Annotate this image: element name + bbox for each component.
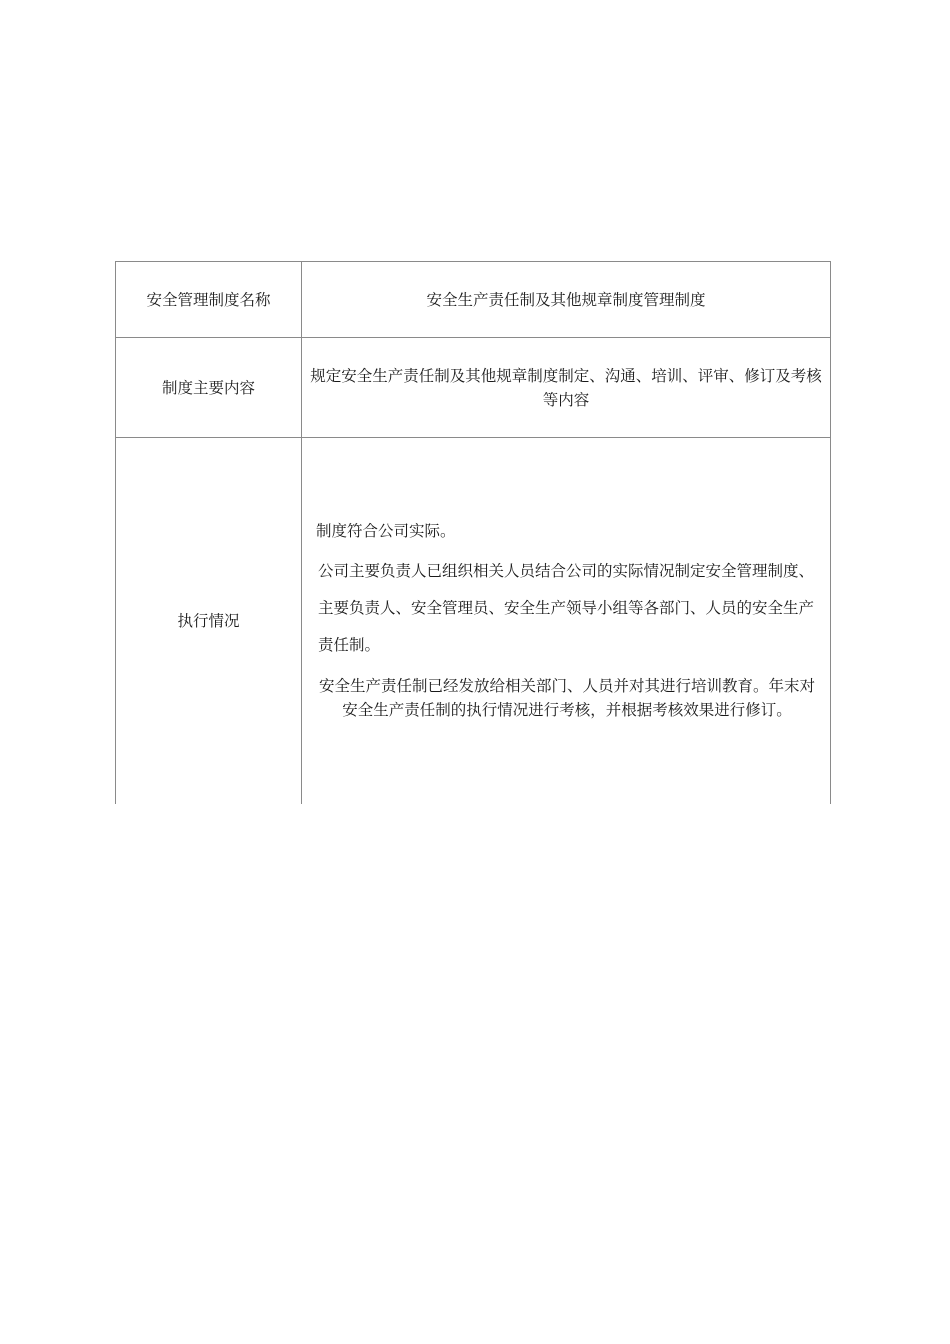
table-row — [116, 262, 831, 338]
row-label-main-content: 制度主要内容 — [116, 338, 302, 438]
row-label-policy-name: 安全管理制度名称 — [116, 262, 302, 338]
row-label-execution: 执行情况 — [116, 438, 302, 804]
policy-table — [115, 261, 831, 804]
execution-paragraph: 安全生产责任制已经发放给相关部门、人员并对其进行培训教育。年末对安全生产责任制的执行情况进行考核，并根据考核效果进行修订。 — [318, 677, 815, 720]
table-row — [116, 438, 831, 804]
table-row — [116, 338, 831, 438]
execution-paragraph: 公司主要负责人已组织相关人员结合公司的实际情况制定安全管理制度、主要负责人、安全管理员、安全生产领导小组等各部门、人员的安全生产责任制。 — [318, 562, 815, 655]
row-value-policy-name: 安全生产责任制及其他规章制度管理制度 — [302, 262, 831, 338]
execution-text — [302, 519, 830, 722]
row-value-main-content: 规定安全生产责任制及其他规章制度制定、沟通、培训、评审、修订及考核等内容 — [302, 338, 831, 438]
execution-paragraph: 制度符合公司实际。 — [316, 522, 456, 541]
row-value-execution — [302, 438, 831, 804]
